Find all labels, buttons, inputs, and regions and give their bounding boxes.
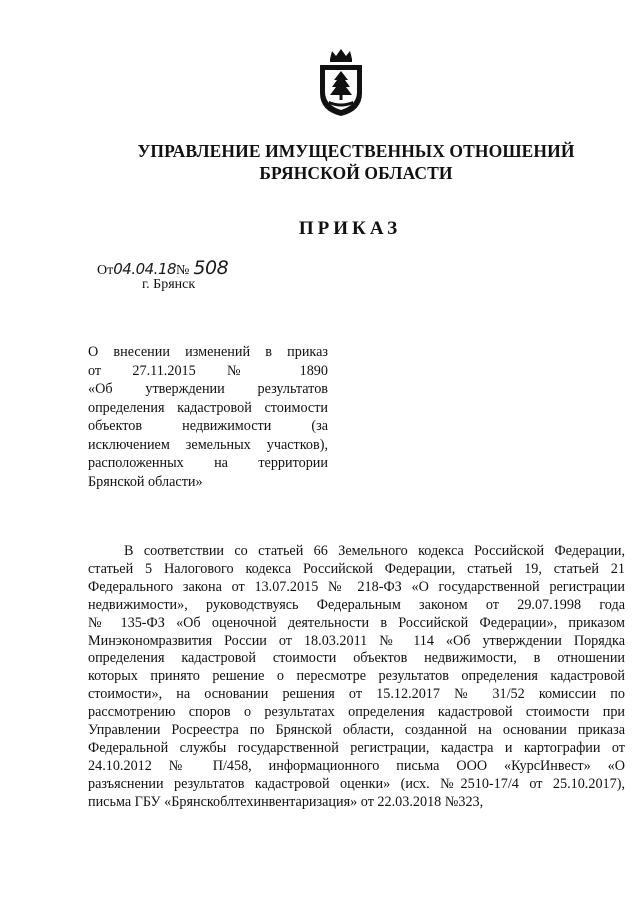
subject-line: «Об утверждении результатов xyxy=(88,381,328,397)
body-line: Управлении Росреестра по Брянской области, созданной на основании приказа xyxy=(88,722,625,739)
subject-line: исключением земельных участков), xyxy=(88,436,328,453)
handwritten-date: 04.04.18 xyxy=(113,260,177,278)
date-prefix: От xyxy=(97,263,114,278)
body-line: разъяснении результатов кадастровой оценки» (исх. №2510-17/4 от 25.10.2017), xyxy=(88,775,625,792)
body-line: которых принято решение о пересмотре результатов определения кадастровой xyxy=(88,668,625,685)
body-line: письма ГБУ «Брянскоблтехинвентаризация» от 22.03.2018 №323, xyxy=(88,793,484,810)
subject-line: определения кадастровой стоимости xyxy=(88,399,328,416)
organization-line-1: УПРАВЛЕНИЕ ИМУЩЕСТВЕННЫХ ОТНОШЕНИЙ xyxy=(137,141,575,161)
subject-line: Брянской области» xyxy=(88,473,203,490)
body-line: Минэкономразвития России от 18.03.2011 № 114 «Об утверждении Порядка xyxy=(88,632,625,649)
subject-line: расположенных на территории xyxy=(88,455,328,471)
body-line: статьей 5 Налогового кодекса Российской Федерации, статьей 19, статьей 21 xyxy=(88,560,625,577)
date-number-line xyxy=(97,257,228,279)
body-line: 24.10.2012 № П/458, информационного письма ООО «КурсИнвест» «О xyxy=(88,757,625,774)
number-prefix: № xyxy=(176,263,190,278)
body-line: определения кадастровой стоимости объектов недвижимости, в отношении xyxy=(88,650,625,667)
subject-line: от 27.11.2015 № 1890 xyxy=(88,362,328,379)
city: г. Брянск xyxy=(142,277,196,292)
subject-line: О внесении изменений в приказ xyxy=(88,344,328,360)
body-line: № 135-ФЗ «Об оценочной деятельности в Российской Федерации», приказом xyxy=(88,614,625,631)
body-line: недвижимости», руководствуясь Федеральным законом от 29.07.1998 года xyxy=(88,596,625,613)
order-subject xyxy=(88,343,328,491)
subject-line: объектов недвижимости (за xyxy=(88,418,328,434)
handwritten-number: 508 xyxy=(193,257,229,279)
body-line: В соответствии со статьей 66 Земельного кодекса Российской Федерации, xyxy=(124,543,625,559)
body-line: Федерального закона от 13.07.2015 № 218-ФЗ «О государственной регистрации xyxy=(88,578,625,595)
organization-line-2: БРЯНСКОЙ ОБЛАСТИ xyxy=(259,163,453,183)
body-paragraph xyxy=(88,543,625,812)
coat-of-arms-icon xyxy=(318,47,364,117)
body-line: Федеральной службы государственной регистрации, кадастра и картографии от xyxy=(88,739,625,756)
organization-name xyxy=(0,140,640,184)
body-line: стоимости», на основании решения от 15.12.2017 № 31/52 комиссии по xyxy=(88,686,625,703)
body-line: рассмотрению споров о результатах определения кадастровой стоимости при xyxy=(88,704,625,721)
document-title: ПРИКАЗ xyxy=(298,218,402,239)
